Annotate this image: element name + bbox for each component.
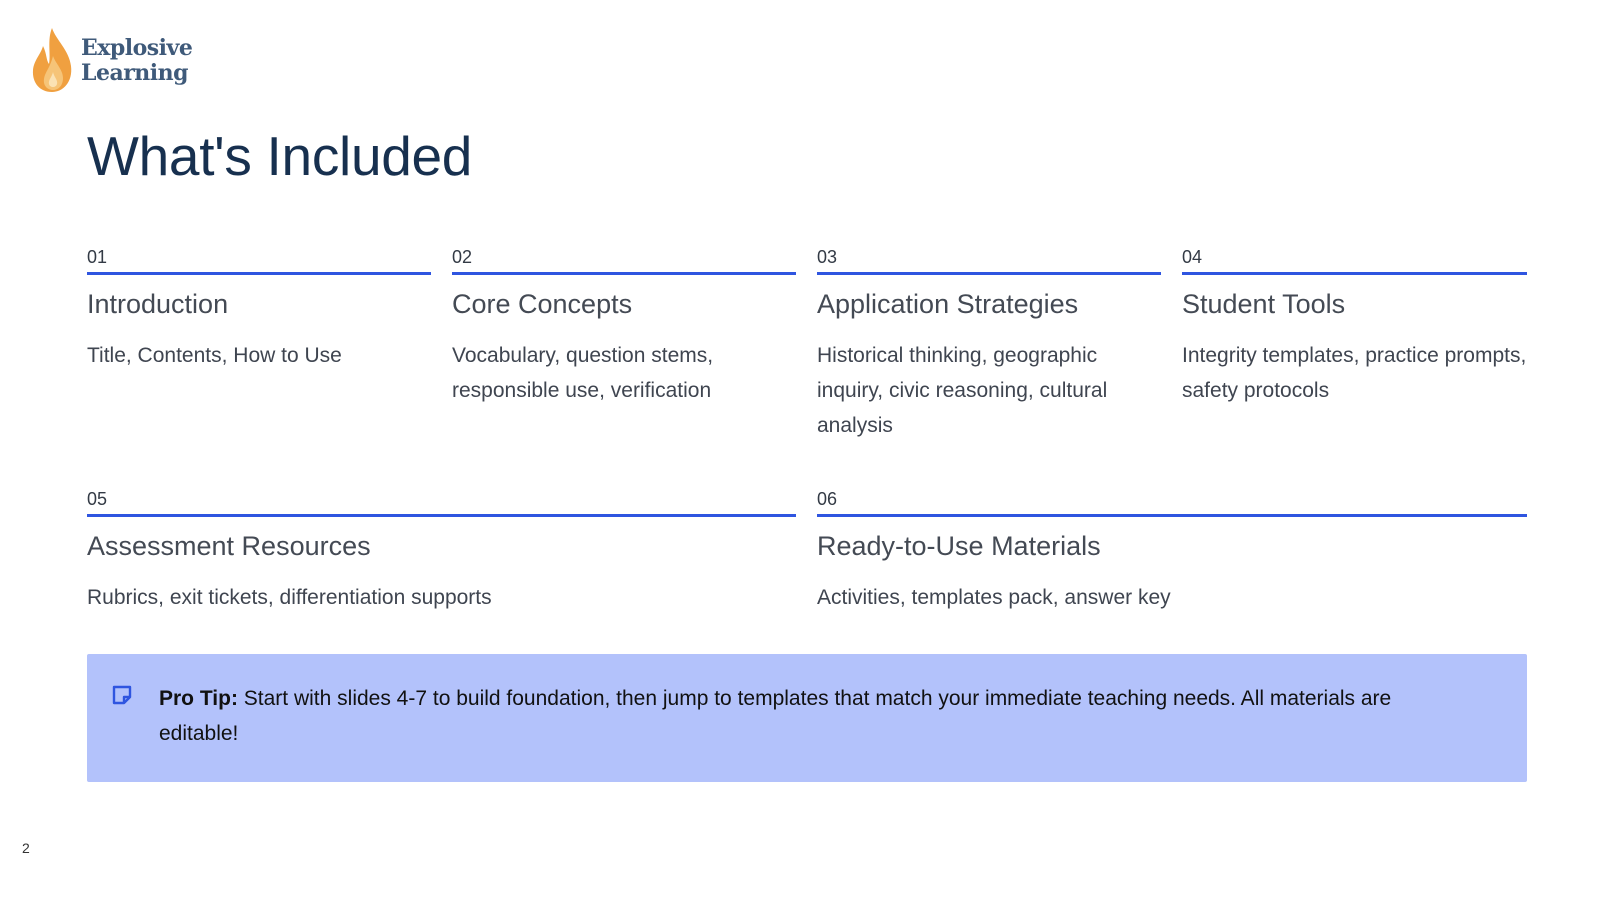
pro-tip-body: Start with slides 4-7 to build foundation, then jump to templates that match your immediate teaching needs. All materials are editable! (159, 687, 1392, 745)
section-item-02 (452, 246, 796, 408)
pro-tip-text (159, 681, 1467, 751)
section-divider (1182, 272, 1527, 275)
section-description: Title, Contents, How to Use (87, 344, 342, 367)
pro-tip-box (87, 654, 1527, 782)
page-number: 2 (22, 840, 30, 856)
section-description: Historical thinking, geographic inquiry, civic reasoning, cultural analysis (817, 344, 1108, 437)
section-number: 02 (452, 247, 473, 267)
section-title: Introduction (87, 289, 229, 319)
section-item-05 (87, 488, 796, 615)
section-description: Activities, templates pack, answer key (817, 586, 1171, 609)
brand-name-line1: Explosive (81, 35, 193, 61)
section-description: Vocabulary, question stems, responsible use, verification (452, 344, 714, 402)
page-title: What's Included (87, 125, 473, 187)
section-title: Assessment Resources (87, 531, 371, 561)
section-item-01 (87, 246, 431, 373)
section-divider (452, 272, 796, 275)
section-divider (817, 272, 1161, 275)
brand-logo (29, 26, 192, 94)
section-title: Ready-to-Use Materials (817, 531, 1101, 561)
section-divider (817, 514, 1527, 517)
section-title: Student Tools (1182, 289, 1346, 319)
section-item-03 (817, 246, 1161, 443)
note-icon (111, 684, 133, 706)
section-item-06 (817, 488, 1527, 615)
section-divider (87, 272, 431, 275)
section-divider (87, 514, 796, 517)
section-number: 04 (1182, 247, 1203, 267)
section-number: 03 (817, 247, 838, 267)
section-number: 05 (87, 489, 108, 509)
section-description: Rubrics, exit tickets, differentiation supports (87, 586, 492, 609)
section-item-04 (1182, 246, 1527, 408)
section-number: 06 (817, 489, 838, 509)
section-title: Application Strategies (817, 289, 1079, 319)
brand-name-line2: Learning (81, 60, 189, 86)
section-number: 01 (87, 247, 108, 267)
section-description: Integrity templates, practice prompts, safety protocols (1182, 344, 1527, 402)
brand-name (81, 36, 192, 86)
section-title: Core Concepts (452, 289, 633, 319)
flame-icon (29, 26, 75, 94)
pro-tip-label: Pro Tip: (159, 687, 238, 710)
